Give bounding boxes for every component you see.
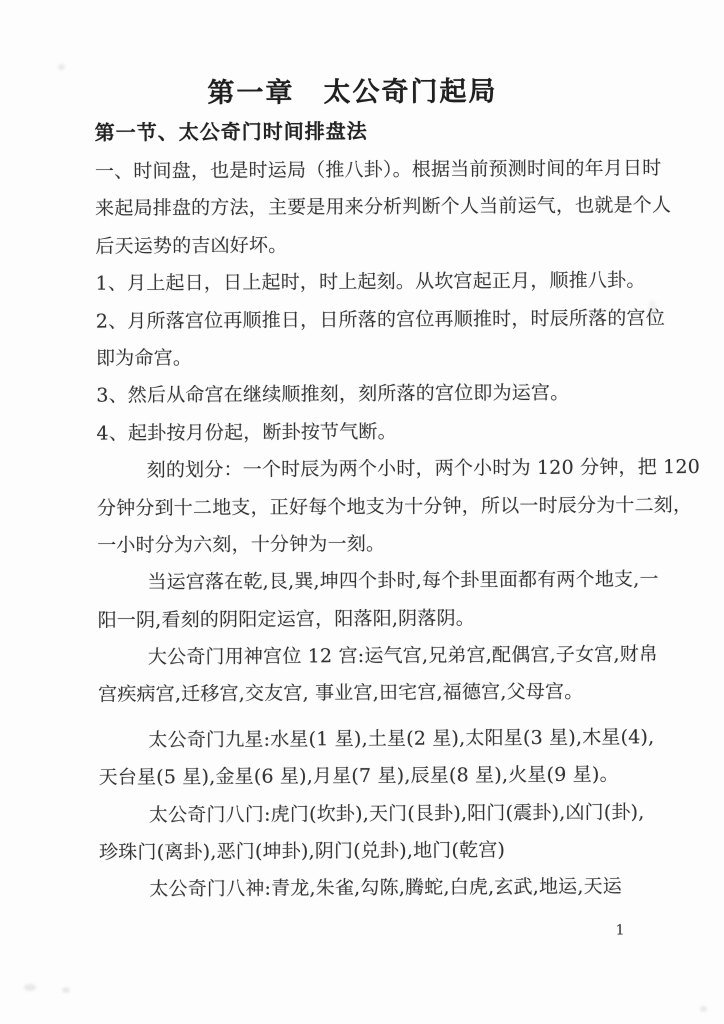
body-line: 阳一阴,看刻的阴阳定运宫，阳落阳,阴落阴。 bbox=[97, 606, 475, 632]
body-line: 大公奇门用神宫位 12 宫:运气宫,兄弟宫,配偶宫,子女宫,财帛 bbox=[147, 643, 659, 669]
body-line: 分钟分到十二地支，正好每个地支为十分钟，所以一时辰分为十二刻， bbox=[96, 493, 693, 520]
scan-artifact bbox=[62, 987, 70, 993]
body-line: 珍珠门(离卦),恶门(坤卦),阴门(兑卦),地门(乾宫) bbox=[99, 839, 506, 864]
chapter-title: 第一章 太公奇门起局 bbox=[207, 76, 498, 109]
body-line: 一小时分为六刻，十分钟为一刻。 bbox=[97, 532, 386, 557]
body-line: 刻的划分：一个时辰为两个小时，两个小时为 120 分钟，把 120 bbox=[146, 456, 701, 482]
body-line: 2、月所落宫位再顺推日，日所落的宫位再顺推时，时辰所落的宫位 bbox=[95, 306, 665, 333]
body-line: 来起局排盘的方法，主要是用来分析判断个人当前运气，也就是个人 bbox=[95, 194, 672, 221]
body-line: 太公奇门八门:虎门(坎卦),天门(艮卦),阳门(震卦),凶门(卦), bbox=[148, 800, 645, 826]
scan-artifact bbox=[58, 64, 65, 70]
scan-artifact bbox=[700, 1006, 707, 1012]
body-line: 1、月上起日，日上起时，时上起刻。从坎宫起正月，顺推八卦。 bbox=[95, 269, 646, 295]
body-text bbox=[94, 150, 701, 909]
body-line: 宫疾病宫,迁移宫,交友宫, 事业宫,田宅宫,福德宫,父母宫。 bbox=[98, 681, 584, 707]
section-heading: 第一节、太公奇门时间排盘法 bbox=[94, 118, 368, 145]
body-line: 一、时间盘，也是时运局（推八卦）。根据当前预测时间的年月日时 bbox=[94, 157, 662, 183]
body-line: 太公奇门九星:水星(1 星),土星(2 星),太阳星(3 星),木星(4), bbox=[148, 726, 655, 752]
scan-artifact bbox=[24, 984, 36, 991]
body-line: 即为命宫。 bbox=[95, 346, 193, 370]
body-line: 天台星(5 星),金星(6 星),月星(7 星),辰星(8 星),火星(9 星)。 bbox=[98, 763, 619, 789]
page-number: 1 bbox=[615, 922, 625, 939]
body-line: 4、起卦按月份起，断卦按节气断。 bbox=[96, 420, 397, 445]
scan-artifact bbox=[648, 300, 657, 322]
body-line: 当运宫落在乾,艮,巽,坤四个卦时,每个卦里面都有两个地支,一 bbox=[147, 568, 659, 594]
body-line: 3、然后从命宫在继续顺推刻，刻所落的宫位即为运宫。 bbox=[96, 382, 570, 407]
body-line: 太公奇门八神:青龙,朱雀,勾陈,腾蛇,白虎,玄武,地运,天运 bbox=[149, 875, 623, 901]
body-line: 后天运势的吉凶好坏。 bbox=[95, 234, 288, 258]
